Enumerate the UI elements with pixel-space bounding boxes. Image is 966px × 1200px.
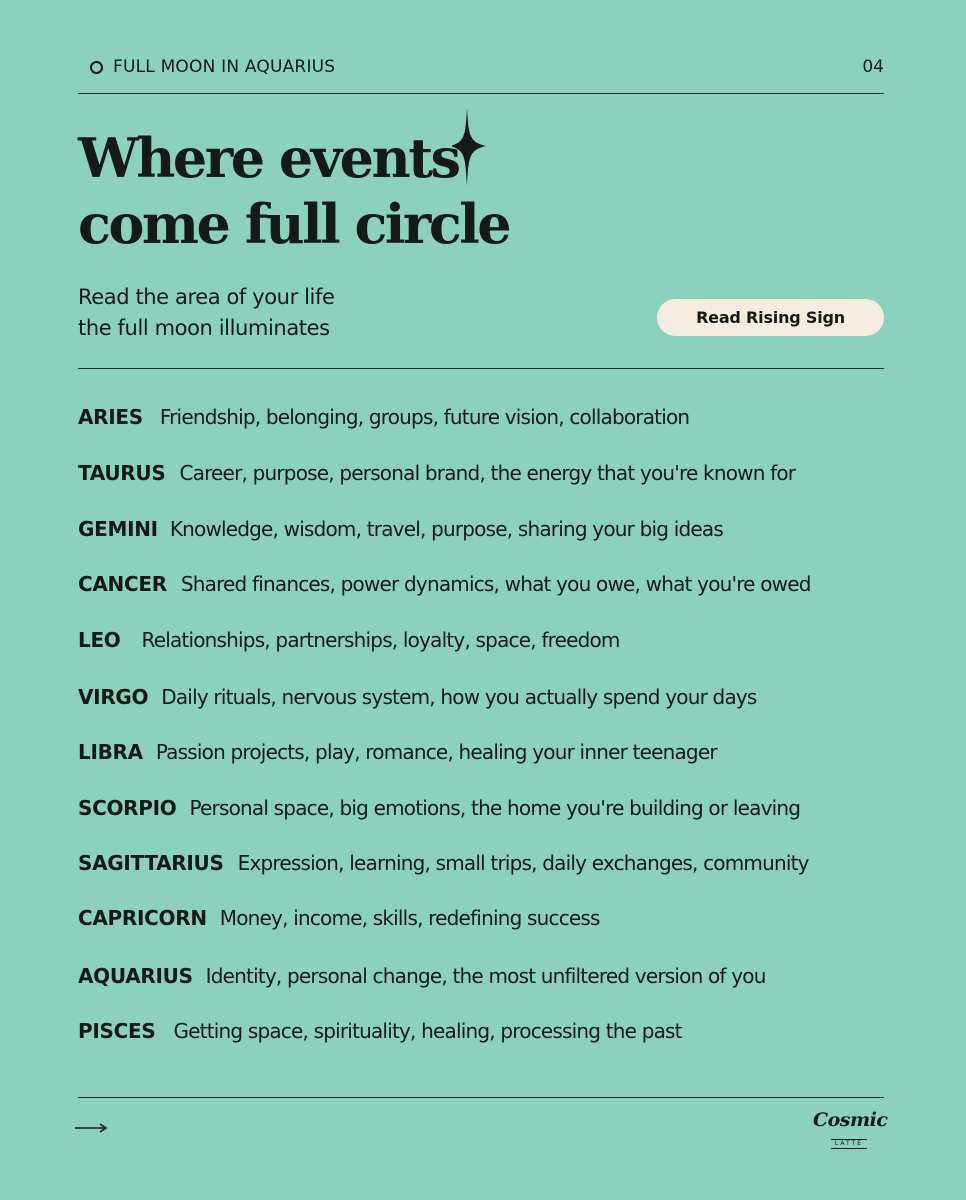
subtitle: [78, 282, 334, 344]
sign-description: Daily rituals, nervous system, how you actually spend your days: [161, 685, 757, 709]
sign-description: Career, purpose, personal brand, the energy that you're known for: [179, 461, 796, 485]
sign-name: PISCES: [78, 1019, 156, 1043]
kicker: FULL MOON IN AQUARIUS: [113, 57, 336, 77]
subtitle-line-1: Read the area of your life: [78, 285, 335, 309]
sign-description: Friendship, belonging, groups, future vision, collaboration: [159, 405, 690, 429]
read-rising-sign-button[interactable]: Read Rising Sign: [657, 299, 884, 336]
sign-name: CAPRICORN: [78, 906, 207, 930]
arrow-right-icon[interactable]: [75, 1121, 109, 1135]
sign-name: SCORPIO: [78, 796, 177, 820]
sign-name: CANCER: [78, 572, 167, 596]
top-divider: [78, 93, 884, 94]
page-number: 04: [862, 57, 884, 77]
sign-description: Getting space, spirituality, healing, processing the past: [173, 1019, 682, 1043]
sign-row-gemini: [78, 517, 723, 541]
title-line-1: Where events: [78, 126, 459, 190]
sign-description: Relationships, partnerships, loyalty, space, freedom: [141, 628, 620, 652]
sign-name: TAURUS: [78, 461, 166, 485]
sign-name: AQUARIUS: [78, 964, 193, 988]
sign-row-libra: [78, 740, 717, 764]
sign-description: Shared finances, power dynamics, what you owe, what you're owed: [180, 572, 811, 596]
circle-icon: [90, 61, 103, 74]
sign-row-scorpio: [78, 796, 800, 820]
sign-name: VIRGO: [78, 685, 149, 709]
sign-row-pisces: [78, 1019, 682, 1043]
sign-description: Passion projects, play, romance, healing your inner teenager: [155, 740, 717, 764]
logo-subtitle: LATTE: [831, 1139, 867, 1149]
title-line-2: come full circle: [78, 192, 510, 256]
sign-name: GEMINI: [78, 517, 158, 541]
sign-row-sagittarius: [78, 851, 809, 875]
sign-row-cancer: [78, 572, 811, 596]
sign-name: ARIES: [78, 405, 143, 429]
sign-name: SAGITTARIUS: [78, 851, 224, 875]
subtitle-line-2: the full moon illuminates: [78, 316, 330, 340]
sign-row-aries: [78, 405, 689, 429]
sign-description: Expression, learning, small trips, daily exchanges, community: [237, 851, 809, 875]
sign-name: LEO: [78, 628, 121, 652]
sign-description: Money, income, skills, redefining success: [219, 906, 600, 930]
sign-row-aquarius: [78, 964, 766, 988]
sign-description: Knowledge, wisdom, travel, purpose, sharing your big ideas: [169, 517, 723, 541]
sign-description: Personal space, big emotions, the home you're building or leaving: [189, 796, 801, 820]
logo-wordmark: Cosmic: [813, 1109, 888, 1131]
bottom-divider: [78, 1097, 884, 1098]
cosmic-latte-logo: [813, 1109, 888, 1147]
sign-description: Identity, personal change, the most unfiltered version of you: [205, 964, 766, 988]
sparkle-icon: [452, 108, 492, 188]
sign-row-capricorn: [78, 906, 600, 930]
sign-name: LIBRA: [78, 740, 143, 764]
page-title: [78, 125, 509, 257]
sign-row-virgo: [78, 685, 757, 709]
sign-row-taurus: [78, 461, 795, 485]
sign-row-leo: [78, 628, 620, 652]
middle-divider: [78, 368, 884, 369]
header: [78, 54, 884, 80]
